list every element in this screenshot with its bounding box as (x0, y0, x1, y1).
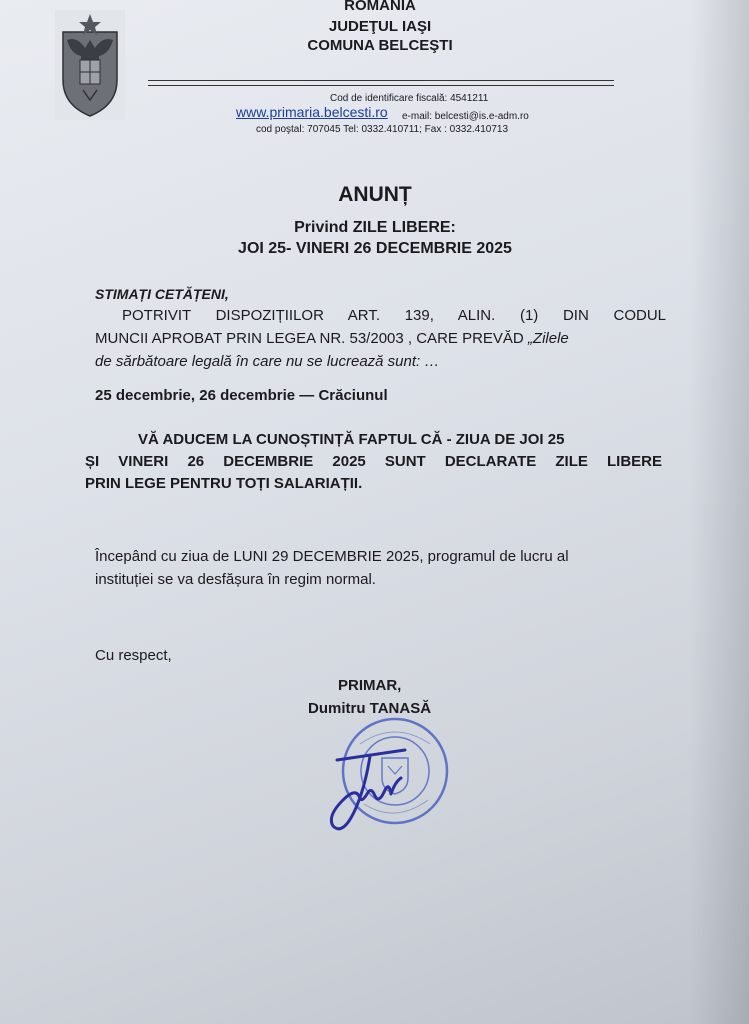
website-link[interactable]: www.primaria.belcesti.ro (236, 104, 388, 120)
closing: Cu respect, (95, 647, 172, 664)
notice-title: ANUNȚ (338, 183, 412, 206)
page-shadow (689, 0, 749, 1024)
header-rule-bottom (148, 85, 614, 86)
handwritten-signature-icon (325, 738, 415, 838)
legal-paragraph-line2-text: MUNCII APROBAT PRIN LEGEA NR. 53/2003 , CARE PREVĂD (95, 330, 524, 347)
holiday-dates: 25 decembrie, 26 decembrie — Crăciunul (95, 387, 388, 404)
legal-quote-start: „Zilele (527, 330, 569, 347)
signature-name: Dumitru TANASĂ (308, 700, 432, 717)
header-country: ROMANIA (344, 0, 416, 14)
postal-contact: cod poştal: 707045 Tel: 0332.410711; Fax : 0332.410713 (256, 124, 509, 135)
announcement-line2: ȘI VINERI 26 DECEMBRIE 2025 SUNT DECLARATE ZILE LIBERE (85, 453, 662, 470)
announcement-line1: VĂ ADUCEM LA CUNOȘTINȚĂ FAPTUL CĂ - ZIUA DE JOI 25 (138, 431, 565, 448)
header-rule-top (148, 80, 614, 81)
header-commune: COMUNA BELCEŞTI (307, 37, 453, 54)
coat-of-arms-icon (55, 10, 125, 120)
email-address: e-mail: belcesti@is.e-adm.ro (402, 111, 529, 122)
header-county: JUDEŢUL IAŞI (328, 18, 432, 35)
notice-subtitle: Privind ZILE LIBERE: (294, 219, 456, 236)
legal-paragraph-line2 (95, 330, 569, 347)
salutation: STIMAȚI CETĂȚENI, (95, 286, 229, 302)
legal-paragraph-line1: POTRIVIT DISPOZIȚIILOR ART. 139, ALIN. (1) DIN CODUL (122, 307, 666, 324)
notice-dates: JOI 25- VINERI 26 DECEMBRIE 2025 (238, 240, 512, 257)
legal-quote-line: de sărbătoare legală în care nu se lucrează sunt: … (95, 353, 440, 370)
fiscal-code: Cod de identificare fiscală: 4541211 (330, 93, 489, 104)
signature-role: PRIMAR, (338, 677, 402, 694)
announcement-line3: PRIN LEGE PENTRU TOȚI SALARIAȚII. (85, 475, 363, 492)
schedule-line1: Începând cu ziua de LUNI 29 DECEMBRIE 2025, programul de lucru al (95, 548, 569, 565)
schedule-line2: instituției se va desfășura în regim normal. (95, 571, 376, 588)
